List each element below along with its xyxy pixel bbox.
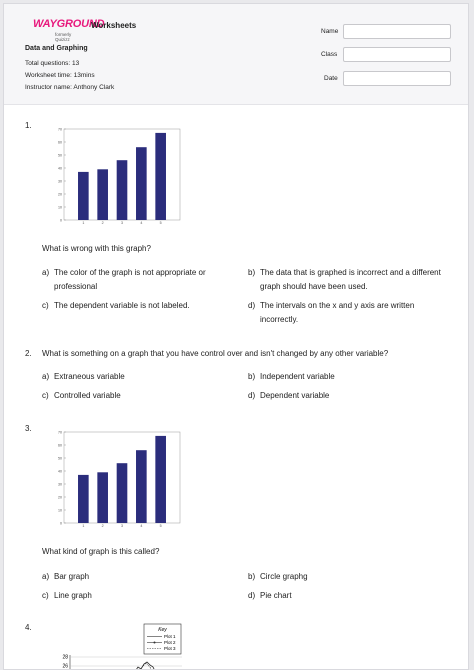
y-tick-label: 20 xyxy=(58,192,62,197)
question-1-text: What is wrong with this graph? xyxy=(42,244,151,253)
question-1-bar-chart xyxy=(52,124,182,224)
worksheet-time: Worksheet time: 13mins xyxy=(25,72,95,79)
worksheet-header xyxy=(4,4,468,105)
y-tick-label: 70 xyxy=(58,127,62,132)
option-text: Pie chart xyxy=(260,591,292,600)
y-tick-label: 10 xyxy=(58,205,62,210)
option-text: Circle graphg xyxy=(260,572,308,581)
option-text: Extraneous variable xyxy=(54,372,125,381)
worksheet-page xyxy=(3,3,469,670)
option-text: The dependent variable is not labeled. xyxy=(54,301,190,310)
instructor-name: Instructor name: Anthony Clark xyxy=(25,84,115,91)
y-tick-label: 0 xyxy=(60,218,62,223)
x-tick-label: 3 xyxy=(121,221,123,224)
x-tick-label: 3 xyxy=(121,524,123,527)
option-text: The data that is graphed is incorrect and a different xyxy=(260,268,441,277)
brand-title: Worksheets xyxy=(91,21,137,30)
option-letter: c) xyxy=(42,591,49,600)
class-field[interactable] xyxy=(343,47,451,62)
y-tick-label: 60 xyxy=(58,443,62,448)
bar-4 xyxy=(136,450,147,523)
question-3-text: What kind of graph is this called? xyxy=(42,547,160,556)
x-tick-label: 5 xyxy=(159,221,162,224)
option-text-continued: graph should have been used. xyxy=(260,282,368,291)
option-letter: a) xyxy=(42,268,50,277)
bar-4 xyxy=(136,147,147,220)
question-2-text: What is something on a graph that you have control over and isn't changed by any other variable? xyxy=(42,349,389,358)
bar-2 xyxy=(97,472,108,523)
question-3-number: 3. xyxy=(25,424,32,433)
option-letter: d) xyxy=(248,391,256,400)
option-letter: c) xyxy=(42,391,49,400)
bar-1 xyxy=(78,475,89,523)
name-label: Name xyxy=(321,28,339,35)
key-title: Key xyxy=(158,627,167,633)
date-field[interactable] xyxy=(343,71,451,86)
bar-3 xyxy=(117,463,128,523)
option-letter: d) xyxy=(248,591,256,600)
worksheet-title: Data and Graphing xyxy=(25,45,88,52)
question-3-bar-chart xyxy=(52,427,182,527)
y-tick-label: 28 xyxy=(62,654,68,661)
option-letter: d) xyxy=(248,301,256,310)
brand-logo xyxy=(25,17,105,42)
y-tick-label: 26 xyxy=(62,663,68,670)
question-4-number: 4. xyxy=(25,623,32,632)
y-tick-label: 10 xyxy=(58,508,62,513)
y-tick-label: 70 xyxy=(58,430,62,435)
x-tick-label: 4 xyxy=(140,524,143,527)
y-tick-label: 30 xyxy=(58,179,62,184)
x-tick-label: 4 xyxy=(140,221,143,224)
option-text-continued: professional xyxy=(54,282,98,291)
option-letter: a) xyxy=(42,372,50,381)
name-field[interactable] xyxy=(343,24,451,39)
option-text: Bar graph xyxy=(54,572,90,581)
option-text: Independent variable xyxy=(260,372,335,381)
bar-5 xyxy=(155,436,166,523)
question-2-number: 2. xyxy=(25,349,32,358)
bar-1 xyxy=(78,172,89,220)
y-tick-label: 50 xyxy=(58,456,62,461)
option-letter: a) xyxy=(42,572,50,581)
option-text: Controlled variable xyxy=(54,391,121,400)
y-tick-label: 0 xyxy=(60,521,62,526)
bar-5 xyxy=(155,133,166,220)
key-item-2: Plot 2 xyxy=(164,640,176,645)
option-letter: c) xyxy=(42,301,49,310)
key-item-1: Plot 1 xyxy=(164,634,176,639)
x-tick-label: 2 xyxy=(101,524,104,527)
x-tick-label: 1 xyxy=(82,221,85,224)
x-tick-label: 5 xyxy=(159,524,162,527)
option-letter: b) xyxy=(248,572,256,581)
date-label: Date xyxy=(324,75,338,82)
question-4-line-chart xyxy=(42,621,192,670)
key-item-3: Plot 3 xyxy=(164,646,176,651)
class-label: Class xyxy=(321,51,338,58)
logo-wordmark: WAYGROUND xyxy=(33,18,105,30)
logo-subtitle: formerly Quizizz xyxy=(55,32,72,42)
bar-3 xyxy=(117,160,128,220)
option-text-continued: incorrectly. xyxy=(260,315,299,324)
y-tick-label: 60 xyxy=(58,140,62,145)
total-questions: Total questions: 13 xyxy=(25,60,80,67)
x-tick-label: 2 xyxy=(101,221,104,224)
x-tick-label: 1 xyxy=(82,524,85,527)
option-letter: b) xyxy=(248,372,256,381)
question-1-number: 1. xyxy=(25,121,32,130)
option-text: Line graph xyxy=(54,591,92,600)
option-text: The color of the graph is not appropriate or xyxy=(54,268,206,277)
y-tick-label: 30 xyxy=(58,482,62,487)
y-tick-label: 50 xyxy=(58,153,62,158)
key-marker-2 xyxy=(154,642,156,644)
option-text: The intervals on the x and y axis are written xyxy=(260,301,415,310)
bar-2 xyxy=(97,169,108,220)
y-tick-label: 20 xyxy=(58,495,62,500)
y-tick-label: 40 xyxy=(58,469,62,474)
option-text: Dependent variable xyxy=(260,391,330,400)
option-letter: b) xyxy=(248,268,256,277)
y-tick-label: 40 xyxy=(58,166,62,171)
